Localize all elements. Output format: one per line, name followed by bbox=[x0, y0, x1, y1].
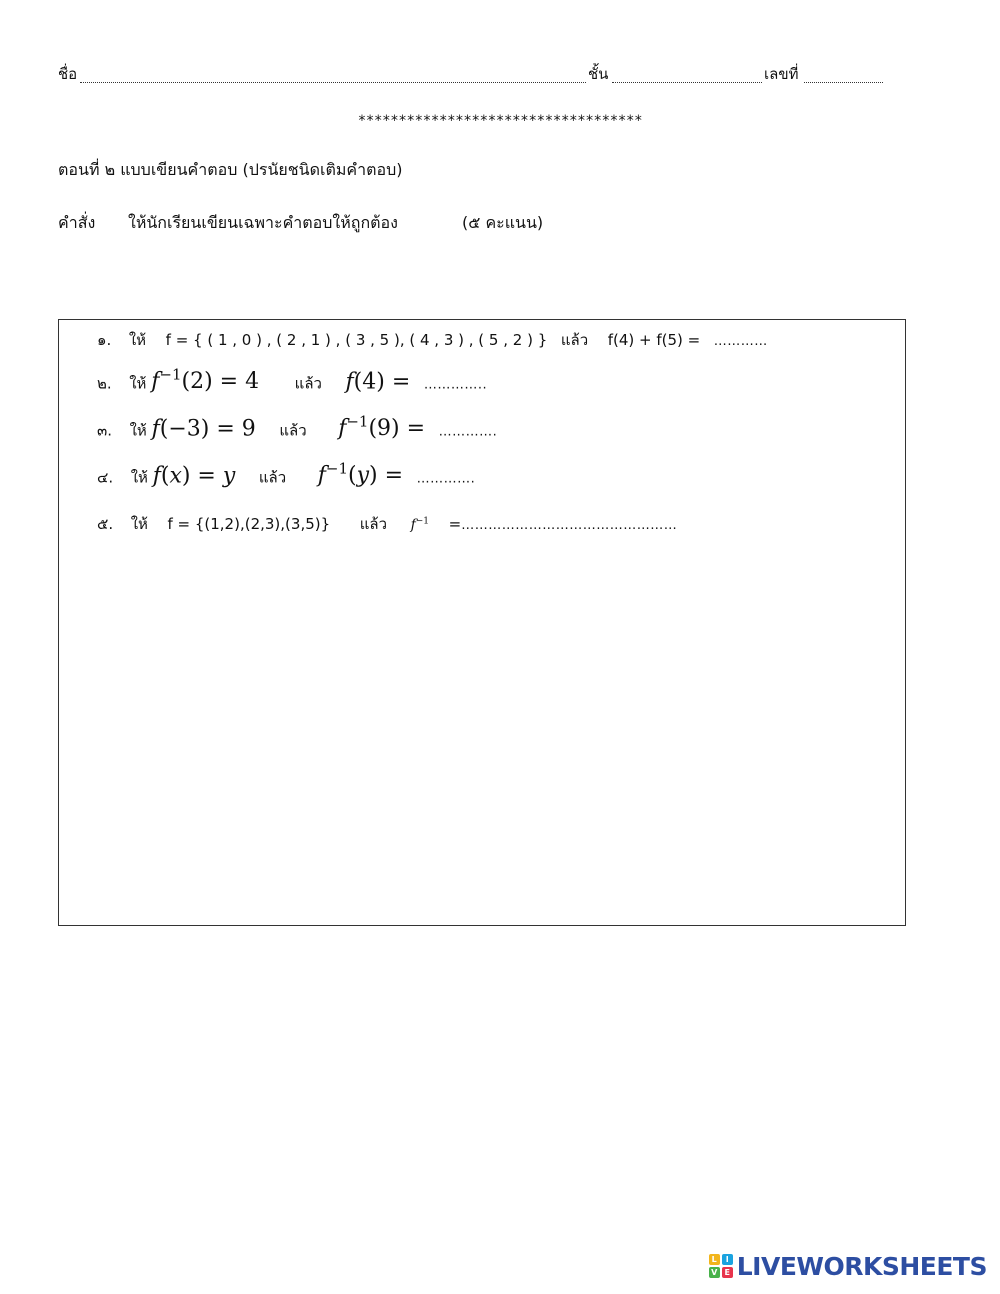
give-word: ให้ bbox=[128, 331, 147, 349]
then-word: แล้ว bbox=[560, 331, 589, 349]
class-label: ชั้น bbox=[588, 65, 609, 83]
inverse-function: $f^{-1}$ bbox=[410, 516, 430, 533]
name-label: ชื่อ bbox=[58, 65, 78, 83]
question-1 bbox=[97, 328, 768, 352]
then-word: แล้ว bbox=[294, 374, 322, 393]
given-expression: f(−3) = 9 bbox=[151, 416, 256, 442]
answer-blank[interactable]: …………. bbox=[438, 424, 498, 440]
section-title: ตอนที่ ๒ แบบเขียนคำตอบ (ปรนัยชนิดเติมคำตอบ) bbox=[58, 160, 403, 179]
answer-blank[interactable]: ………………………………………… bbox=[461, 518, 678, 533]
class-blank[interactable] bbox=[612, 82, 762, 83]
answer-blank[interactable]: ………….. bbox=[423, 377, 488, 393]
give-word: ให้ bbox=[130, 515, 148, 533]
instruction-label: คำสั่ง bbox=[58, 213, 96, 232]
points-text: (๕ คะแนน) bbox=[462, 213, 544, 232]
questions-box bbox=[58, 319, 906, 926]
asked-expression: f(4) = bbox=[345, 369, 411, 395]
asked-expression: $f^{-1}(y)$ = bbox=[317, 460, 404, 489]
given-expression: $f^{-1}(2) = 4$ bbox=[151, 366, 260, 395]
question-3 bbox=[97, 413, 497, 442]
function-set: f = { ( 1 , 0 ) , ( 2 , 1 ) , ( 3 , 5 ), ( 4 , 3 ) , ( 5 , 2 ) } bbox=[165, 331, 548, 349]
given-expression: f(x) = y bbox=[152, 463, 236, 489]
give-word: ให้ bbox=[129, 374, 147, 393]
student-info-header bbox=[58, 64, 883, 88]
then-word: แล้ว bbox=[279, 421, 307, 440]
number-label: เลขที่ bbox=[764, 65, 799, 83]
function-set: f = {(1,2),(2,3),(3,5)} bbox=[167, 515, 331, 533]
question-number: ๔. bbox=[97, 468, 114, 487]
asked-expression: $f^{-1}(9)$ = bbox=[338, 413, 426, 442]
instruction-text: ให้นักเรียนเขียนเฉพาะคำตอบให้ถูกต้อง bbox=[128, 213, 398, 232]
question-number: ๕. bbox=[97, 515, 114, 533]
question-5 bbox=[97, 512, 677, 536]
number-blank[interactable] bbox=[804, 82, 883, 83]
name-blank[interactable] bbox=[80, 82, 586, 83]
give-word: ให้ bbox=[129, 421, 147, 440]
question-number: ๓. bbox=[97, 421, 113, 440]
separator-stars: *********************************** bbox=[357, 113, 643, 129]
answer-blank[interactable]: …………. bbox=[416, 471, 476, 487]
then-word: แล้ว bbox=[258, 468, 287, 487]
question-4 bbox=[97, 460, 475, 489]
instruction-line bbox=[58, 211, 658, 235]
question-number: ๑. bbox=[97, 331, 112, 349]
equals-sign: = bbox=[448, 515, 462, 533]
answer-blank[interactable]: ………… bbox=[713, 334, 768, 349]
give-word: ให้ bbox=[130, 468, 148, 487]
question-number: ๒. bbox=[97, 374, 112, 393]
question-ask: f(4) + f(5) = bbox=[607, 331, 701, 349]
logo-text: LIVEWORKSHEETS bbox=[736, 1251, 987, 1281]
question-2 bbox=[97, 366, 487, 395]
then-word: แล้ว bbox=[359, 515, 388, 533]
liveworksheets-logo bbox=[709, 1251, 987, 1281]
logo-grid-icon: L I V E bbox=[709, 1254, 733, 1278]
